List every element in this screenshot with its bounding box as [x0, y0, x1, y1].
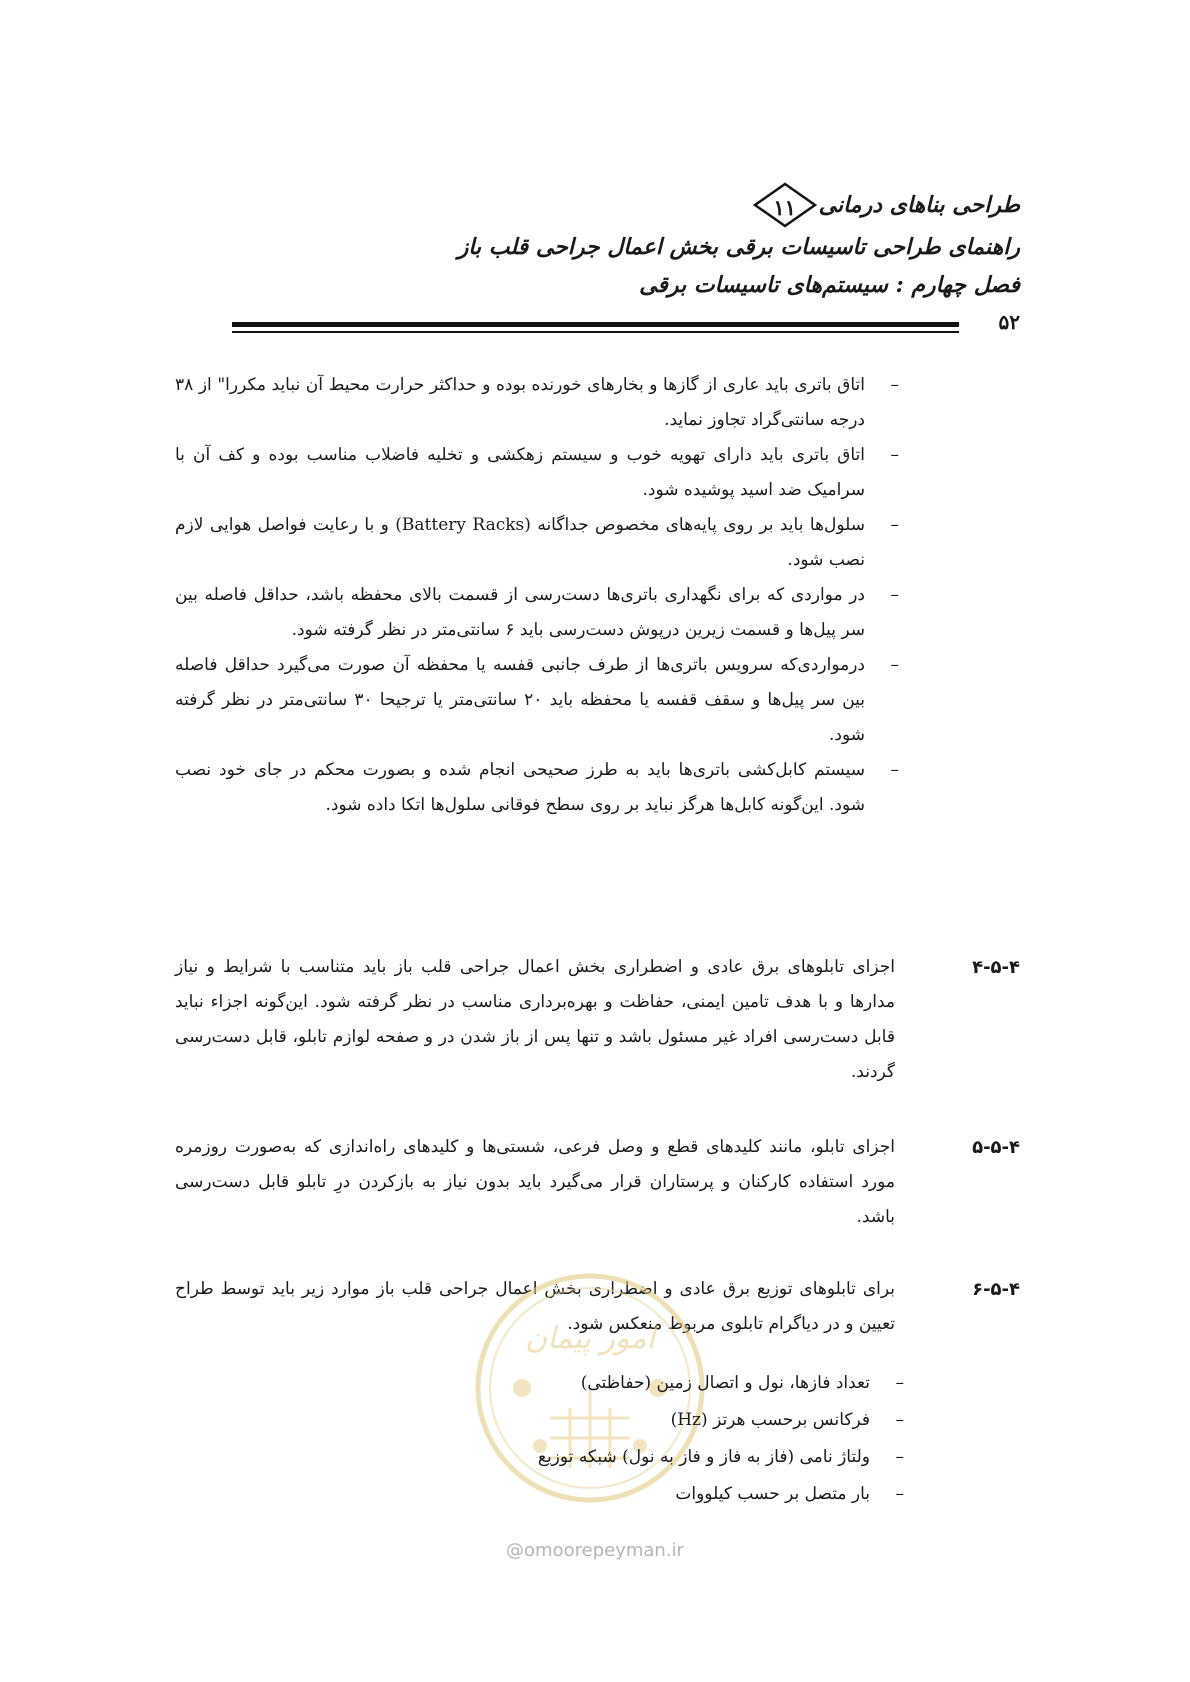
list-item-text: سلول‌ها باید بر روی پایه‌های مخصوص جداگانه (Battery Racks) و با رعایت فواصل هوایی لازم نصب شود. [175, 515, 865, 570]
list-item [175, 438, 899, 508]
section-text: برای تابلوهای توزیع برق عادی و اضطراری بخش اعمال جراحی قلب باز موارد زیر باید توسط طراح تعیین و در دیاگرام تابلوی مربوط منعکس شود. [175, 1279, 895, 1334]
list-item [480, 1365, 904, 1402]
bullet-dash: – [890, 445, 899, 465]
list-item [175, 368, 899, 438]
list-item-text: اتاق باتری باید عاری از گازها و بخارهای خورنده بوده و حداکثر حرارت محیط آن نباید مکررا" از ۳۸ درجه سانتی‌گراد تجاوز نماید. [175, 375, 865, 430]
bullet-dash: – [895, 1410, 904, 1430]
list-item [480, 1402, 904, 1439]
list-item-text: در مواردی که برای نگهداری باتری‌ها دست‌رسی از قسمت بالای محفظه باشد، حداقل فاصله بین سر پیل‌ها و قسمت زیرین درپوش دست‌رسی باید ۶ سانتی‌متر در نظر گرفته شود. [175, 585, 865, 640]
header-rule-thin [232, 331, 959, 333]
list-item-text: ولتاژ نامی (فاز به فاز و فاز به نول) شبکه توزیع [537, 1447, 870, 1467]
list-item-text: تعداد فازها، نول و اتصال زمین (حفاظتی) [580, 1373, 870, 1393]
section-5-5-4 [170, 1130, 1020, 1240]
bullet-dash: – [890, 515, 899, 535]
section-number: ۵-۵-۴ [972, 1137, 1020, 1158]
book-title: طراحی بناهای درمانی [818, 192, 1020, 218]
volume-badge [753, 182, 817, 228]
chapter-title: فصل چهارم : سیستم‌های تاسیسات برقی [639, 272, 1020, 298]
bullet-dash: – [890, 760, 899, 780]
list-item-text: بار متصل بر حسب کیلووات [675, 1484, 870, 1504]
bullet-dash: – [895, 1447, 904, 1467]
volume-number: ۱۱ [773, 195, 796, 220]
page-header [170, 182, 1020, 304]
section-text: اجزای تابلوهای برق عادی و اضطراری بخش اعمال جراحی قلب باز باید متناسب با شرایط و نیاز مدارها و با هدف تامین ایمنی، حفاظت و بهره‌برداری مناسب در نظر گرفته شود. این‌گونه اجزاء نباید قابل دست‌رسی افراد غیر مسئول باشد و تنها پس از باز شدن در و صفحه لوازم تابلو، قابل دست‌رسی گردند. [175, 957, 895, 1082]
bullet-dash: – [890, 655, 899, 675]
list-item-text: سیستم کابل‌کشی باتری‌ها باید به طرز صحیحی انجام شده و بصورت محکم در جای خود نصب شود. این‌گونه کابل‌ها هرگز نباید بر روی سطح فوقانی سلول‌ها اتکا داده شود. [175, 760, 865, 815]
list-item [175, 508, 899, 578]
book-title-line [170, 182, 1020, 228]
watermark-seal-text: امور پیمان [525, 1321, 655, 1356]
section-number: ۶-۵-۴ [972, 1279, 1020, 1300]
page-number: ۵۲ [998, 310, 1020, 334]
battery-room-requirements-list [175, 368, 899, 823]
section-4-5-4 [170, 950, 1020, 1095]
distribution-panel-items-list [480, 1365, 904, 1513]
list-item-text: اتاق باتری باید دارای تهویه خوب و سیستم زهکشی و تخلیه فاضلاب مناسب بوده و کف آن با سرامیک ضد اسید پوشیده شود. [175, 445, 865, 500]
list-item [175, 578, 899, 648]
list-item [480, 1439, 904, 1476]
list-item [175, 648, 899, 753]
list-item-text: درمواردی‌که سرویس باتری‌ها از طرف جانبی قفسه یا محفظه آن صورت می‌گیرد حداقل فاصله بین سر پیل‌ها و سقف قفسه یا محفظه باید ۲۰ سانتی‌متر یا ترجیحا ۳۰ سانتی‌متر در نظر گرفته شود. [175, 655, 865, 745]
list-item-text: فرکانس برحسب هرتز (Hz) [670, 1410, 870, 1430]
header-rule-thick [232, 322, 959, 327]
list-item [175, 753, 899, 823]
guide-title: راهنمای طراحی تاسیسات برقی بخش اعمال جراحی قلب باز [457, 234, 1020, 260]
section-text: اجزای تابلو، مانند کلیدهای قطع و وصل فرعی، شستی‌ها و کلیدهای راه‌اندازی که به‌صورت روزمره مورد استفاده کارکنان و پرستاران قرار می‌گیرد باید بدون نیاز به بازکردن درِ تابلو قابل دست‌رسی باشد. [175, 1137, 895, 1227]
bullet-dash: – [890, 375, 899, 395]
watermark-url: @omoorepeyman.ir [506, 1540, 684, 1561]
bullet-dash: – [895, 1484, 904, 1504]
bullet-dash: – [890, 585, 899, 605]
bullet-dash: – [895, 1373, 904, 1393]
section-number: ۴-۵-۴ [972, 957, 1020, 978]
list-item [480, 1476, 904, 1513]
